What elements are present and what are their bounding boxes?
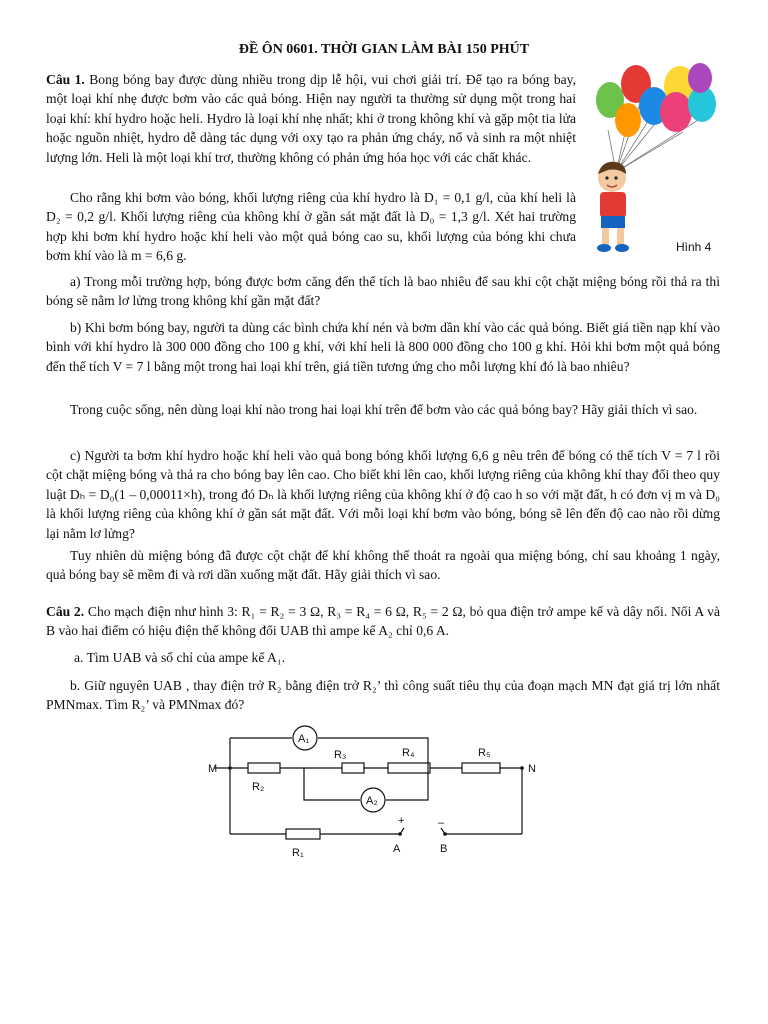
page-title: ĐỀ ÔN 0601. THỜI GIAN LÀM BÀI 150 PHÚT	[238, 42, 530, 57]
label-r5: R₅	[478, 747, 491, 759]
label-r2: R₂	[252, 781, 265, 793]
boy-illustration	[597, 162, 629, 252]
label-a2: A₂	[366, 795, 378, 807]
resistor-r5	[462, 763, 500, 773]
q2-part-b: b. Giữ nguyên UAB , thay điện trở R₂ bằng điện trở R₂’ thì công suất tiêu thụ của đoạn mạch MN đạt giá trị lớn nhất PMNmax. Tìm R₂’ và PMNmax đó?	[46, 678, 720, 713]
label-n: N	[528, 763, 536, 775]
q1-part-b: b) Khi bơm bóng bay, người ta dùng các bình chứa khí nén và bơm dần khí vào các quả bóng. Biết giá tiền nạp khí vào bình với khí hydro là 300 000 đồng cho 100 g khí, với khí heli là 800 000 đồng cho 100 g khí. Hỏi khi bơm một quả bóng đến thể tích V = 7 l bằng một trong hai loại khí trên, giá tiền tương ứng cho mỗi lượng khí đó là bao nhiêu?	[46, 320, 720, 374]
q2-part-a: a. Tìm UAB và số chỉ của ampe kế A₁.	[74, 650, 285, 665]
q1-part-b-question: Trong cuộc sống, nên dùng loại khí nào trong hai loại khí trên để bơm vào các quả bóng bay? Hãy giải thích vì sao.	[70, 402, 698, 417]
label-a1: A₁	[298, 733, 310, 745]
q1-label: Câu 1.	[46, 72, 85, 87]
label-r4: R₄	[402, 747, 415, 759]
resistor-r4	[388, 763, 430, 773]
resistor-r1	[286, 829, 320, 839]
q2-label: Câu 2.	[46, 604, 85, 619]
balloon-orange	[615, 103, 641, 137]
figure-caption: Hình 4	[676, 240, 712, 254]
label-m: M	[208, 763, 218, 775]
q2-intro	[46, 602, 720, 641]
balloon-purple	[688, 63, 712, 93]
label-r3: R₃	[334, 749, 347, 761]
label-r1: R₁	[292, 847, 304, 859]
label-a: A	[393, 843, 401, 855]
q1-part-c: c) Người ta bơm khí hydro hoặc khí heli vào quả bong bóng khối lượng 6,6 g nêu trên để bóng có thể tích V = 7 l rồi cột chặt miệng bóng và thả ra cho bóng bay lên cao. Cho biết khi lên cao, khối lượng riêng của không khí thay đổi theo quy luật Dₕ = D₀(1 – 0,00011×h), trong đó Dₕ là khối lượng riêng của không khí ở độ cao h so với mặt đất, h có đơn vị m và D₀ là khối lượng riêng của không khí ở gần sát mặt đất. Với mỗi loại khí bơm vào bóng, bóng sẽ lên đến độ cao nào rồi dừng lại nằm lơ lửng?	[46, 448, 720, 541]
label-plus: +	[398, 815, 405, 827]
balloon-boy-figure	[588, 60, 728, 260]
resistor-r2	[248, 763, 280, 773]
q1-intro-text: Bong bóng bay được dùng nhiều trong dịp lễ hội, vui chơi giải trí. Để tạo ra bóng bay, một loại khí nhẹ được bơm vào các quả bóng. Hiện nay người ta thường sử dụng một trong hai loại khí: khí hydro hoặc heli. Hydro là loại khí nhẹ nhất; khi ở trong không khí và gặp một tia lửa hoặc nguồn nhiệt, hydro dễ dàng tác dụng với oxy tạo ra phản ứng cháy, nổ và sinh ra một nhiệt lượng lớn. Heli là một loại khí trơ, thường không có phản ứng hóa học với các chất khác.	[46, 72, 576, 165]
q1-intro	[46, 70, 576, 167]
q1-part-c-followup: Tuy nhiên dù miệng bóng đã được cột chặt để khí không thể thoát ra ngoài qua miệng bóng, chỉ sau khoảng 1 ngày, quả bóng bay sẽ mềm đi và rơi dần xuống mặt đất. Hãy giải thích vì sao.	[46, 548, 720, 583]
resistor-r3	[342, 763, 364, 773]
label-b: B	[440, 843, 448, 855]
circuit-diagram	[200, 720, 550, 860]
q1-part-a: a) Trong mỗi trường hợp, bóng được bơm căng đến thể tích là bao nhiêu để sau khi cột chặt miệng bóng rồi thả ra thì bóng sẽ nằm lơ lửng trong không khí gần mặt đất?	[46, 274, 720, 309]
balloon-pink	[660, 92, 692, 132]
q2-intro-text: Cho mạch điện như hình 3: R₁ = R₂ = 3 Ω, R₃ = R₄ = 6 Ω, R₅ = 2 Ω, bỏ qua điện trở ampe kế và dây nối. Nối A và B vào hai điểm có hiệu điện thế không đổi UAB thì ampe kế A₂ chỉ 0,6 A.	[46, 604, 720, 639]
q1-given: Cho rằng khi bơm vào bóng, khối lượng riêng của khí hydro là D₁ = 0,1 g/l, của khí heli là D₂ = 0,2 g/l. Khối lượng riêng của không khí ở gần sát mặt đất là D₀ = 1,3 g/l. Xét hai trường hợp khi bơm khí hydro hoặc khí heli vào một quả bóng cao su, khối lượng của bóng khi chưa bơm khí vào là m = 6,6 g.	[46, 190, 576, 264]
label-minus: –	[438, 817, 445, 829]
